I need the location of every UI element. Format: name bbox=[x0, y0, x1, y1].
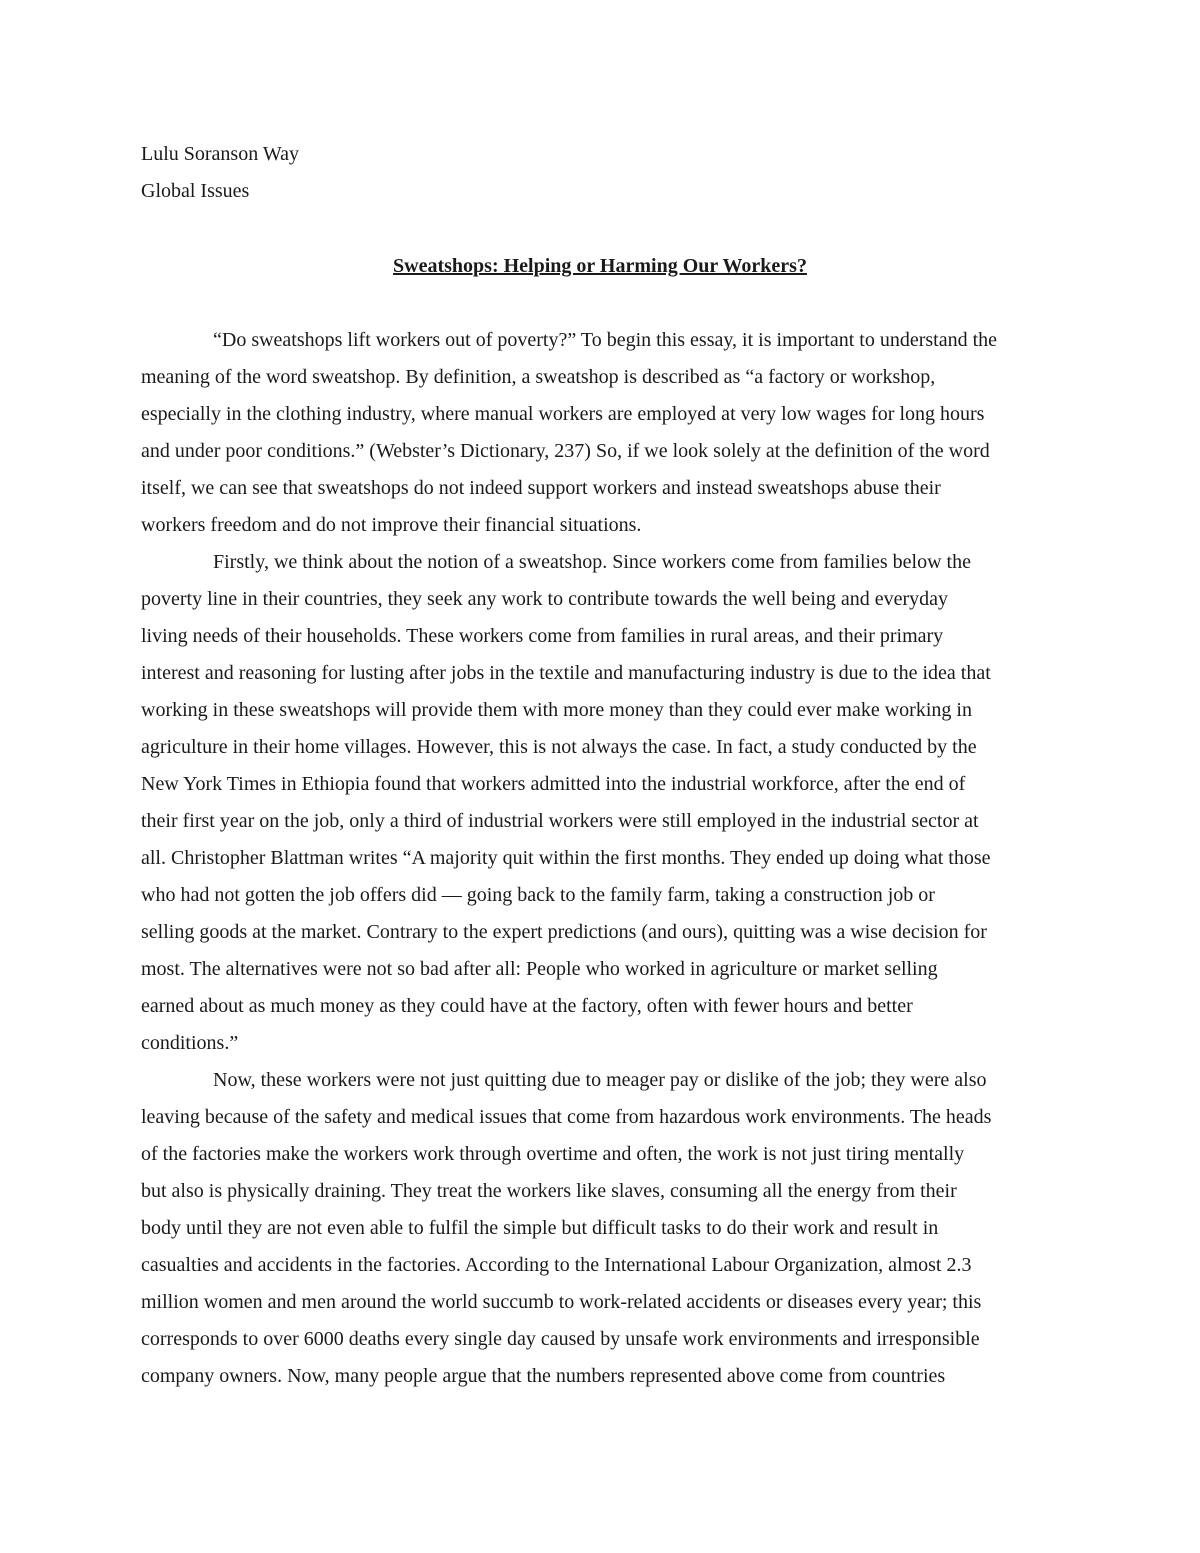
paragraph-line: workers freedom and do not improve their financial situations. bbox=[141, 514, 642, 536]
paragraph-line: who had not gotten the job offers did — going back to the family farm, taking a construction job or bbox=[141, 884, 935, 906]
paragraph-line: all. Christopher Blattman writes “A majority quit within the first months. They ended up doing what those bbox=[141, 847, 991, 869]
paragraph-line: “Do sweatshops lift workers out of poverty?” To begin this essay, it is important to understand the bbox=[213, 329, 998, 351]
course-name: Global Issues bbox=[141, 180, 250, 202]
paragraph-line: New York Times in Ethiopia found that workers admitted into the industrial workforce, after the end of bbox=[141, 773, 966, 795]
paragraph-line: body until they are not even able to fulfil the simple but difficult tasks to do their work and result in bbox=[141, 1217, 939, 1239]
paragraph-3 bbox=[141, 1062, 1061, 1395]
paragraph-line: company owners. Now, many people argue that the numbers represented above come from countries bbox=[141, 1365, 946, 1387]
paragraph-line: conditions.” bbox=[141, 1032, 239, 1054]
paragraph-line: most. The alternatives were not so bad after all: People who worked in agriculture or market selling bbox=[141, 958, 938, 980]
paragraph-line: but also is physically draining. They treat the workers like slaves, consuming all the energy from their bbox=[141, 1180, 957, 1202]
paragraph-1 bbox=[141, 322, 1061, 544]
paragraph-line: interest and reasoning for lusting after jobs in the textile and manufacturing industry is due to the idea that bbox=[141, 662, 991, 684]
paragraph-line: Now, these workers were not just quitting due to meager pay or dislike of the job; they were also bbox=[213, 1069, 987, 1091]
paragraph-2 bbox=[141, 544, 1061, 1062]
essay-body bbox=[141, 322, 1061, 1395]
paragraph-line: casualties and accidents in the factories. According to the International Labour Organization, almost 2.3 bbox=[141, 1254, 972, 1276]
paragraph-line: especially in the clothing industry, where manual workers are employed at very low wages for long hours bbox=[141, 403, 985, 425]
paragraph-line: and under poor conditions.” (Webster’s Dictionary, 237) So, if we look solely at the definition of the word bbox=[141, 440, 990, 462]
paragraph-line: living needs of their households. These workers come from families in rural areas, and their primary bbox=[141, 625, 944, 647]
paragraph-line: earned about as much money as they could have at the factory, often with fewer hours and better bbox=[141, 995, 913, 1017]
paragraph-line: agriculture in their home villages. However, this is not always the case. In fact, a study conducted by the bbox=[141, 736, 977, 758]
paragraph-line: their first year on the job, only a third of industrial workers were still employed in the industrial sector at bbox=[141, 810, 979, 832]
paragraph-line: working in these sweatshops will provide them with more money than they could ever make working in bbox=[141, 699, 972, 721]
paragraph-line: meaning of the word sweatshop. By definition, a sweatshop is described as “a factory or workshop, bbox=[141, 366, 936, 388]
paragraph-line: Firstly, we think about the notion of a sweatshop. Since workers come from families below the bbox=[213, 551, 971, 573]
author-name: Lulu Soranson Way bbox=[141, 143, 300, 165]
document-header bbox=[141, 136, 1061, 210]
paragraph-line: leaving because of the safety and medical issues that come from hazardous work environments. The heads bbox=[141, 1106, 992, 1128]
essay-title: Sweatshops: Helping or Harming Our Workers? bbox=[393, 255, 807, 277]
paragraph-line: selling goods at the market. Contrary to the expert predictions (and ours), quitting was a wise decision for bbox=[141, 921, 987, 943]
paragraph-line: poverty line in their countries, they seek any work to contribute towards the well being and everyday bbox=[141, 588, 948, 610]
paragraph-line: corresponds to over 6000 deaths every single day caused by unsafe work environments and irresponsible bbox=[141, 1328, 980, 1350]
paragraph-line: million women and men around the world succumb to work-related accidents or diseases every year; this bbox=[141, 1291, 982, 1313]
paragraph-line: of the factories make the workers work through overtime and often, the work is not just tiring mentally bbox=[141, 1143, 965, 1165]
paragraph-line: itself, we can see that sweatshops do not indeed support workers and instead sweatshops abuse their bbox=[141, 477, 941, 499]
